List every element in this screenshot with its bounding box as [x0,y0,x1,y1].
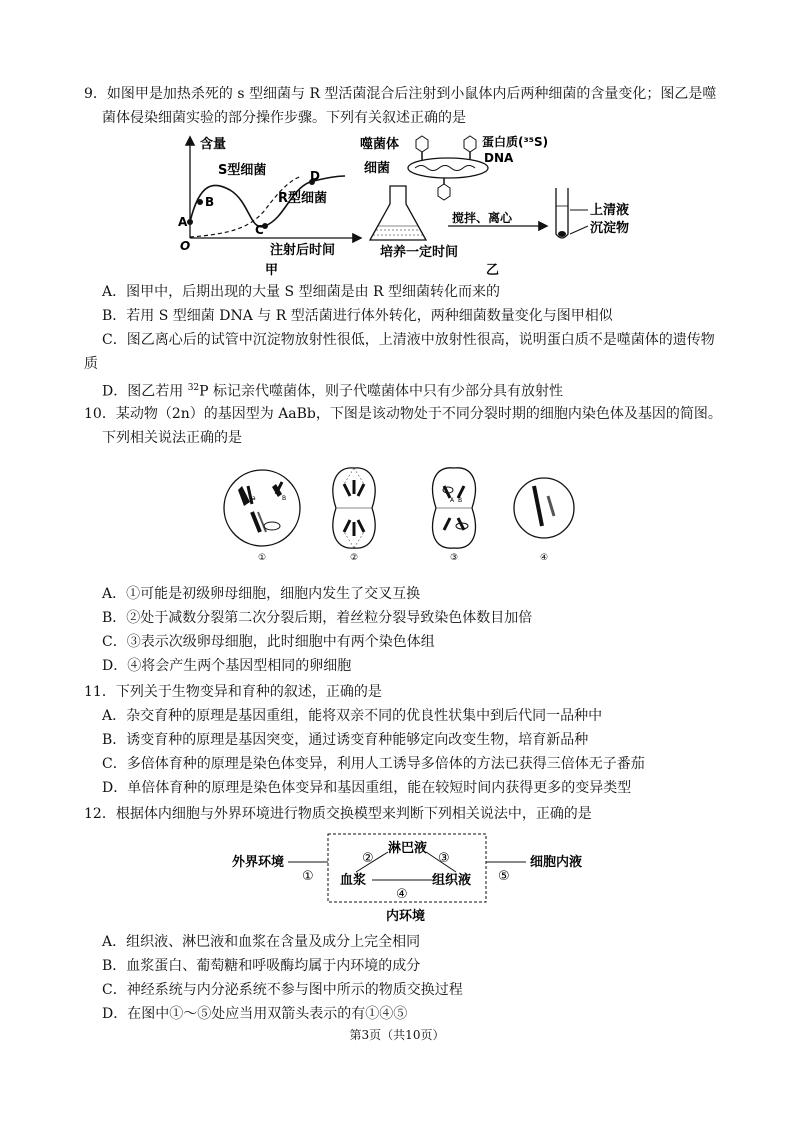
intracellular-label: 细胞内液 [530,855,583,870]
num-5: ⑤ [498,869,510,884]
yi-caption: 乙 [486,263,500,278]
q12-option-a: A．组织液、淋巴液和血浆在含量及成分上完全相同 [102,934,421,950]
jia-label-a: A [178,215,188,229]
yi-sediment-label: 沉淀物 [590,221,630,236]
q10-option-a: A．①可能是初级卵母细胞，细胞内发生了交叉互换 [102,586,421,602]
cell-1 [224,470,300,546]
yi-phage-bottom [438,178,450,200]
jia-ylabel: 含量 [200,137,227,152]
q10-option-c: C．③表示次级卵母细胞，此时细胞中有两个染色体组 [102,634,435,650]
svg-text:B: B [282,495,287,502]
yi-bacterium [408,158,488,178]
q10-stem-line2: 下列相关说法正确的是 [102,430,242,446]
jia-r-label: R型细菌 [278,191,328,206]
q12-option-d: D．在图中①～⑤处应当用双箭头表示的有①④⑤ [102,1006,408,1022]
jia-label-c: C [255,223,264,237]
svg-text:B: B [458,497,463,504]
plasma-label: 血浆 [340,873,367,888]
inner-env-label: 内环境 [386,909,426,924]
cell-2-label: ② [350,553,359,563]
q10-cell-figure [222,456,582,566]
q9-option-c-line2: 质 [84,356,98,372]
q11-stem: 11．下列关于生物变异和育种的叙述，正确的是 [84,684,382,700]
yi-stir-label: 搅拌、离心 [452,211,513,225]
yi-supernatant-label: 上清液 [590,203,630,218]
page-footer: 第3页（共10页） [349,1028,445,1042]
cell-3 [433,468,476,548]
q9-option-d-sup: 32 [187,383,200,393]
num-1: ① [302,869,314,884]
cell-4-label: ④ [540,553,549,563]
q11-option-d: D．单倍体育种的原理是染色体变异和基因重组，能在较短时间内获得更多的变异类型 [102,780,632,796]
yi-test-tube [556,188,568,238]
cell-4 [514,478,574,538]
q12-option-b: B．血浆蛋白、葡萄糖和呼吸酶均属于内环境的成分 [102,958,421,974]
yi-culture-label: 培养一定时间 [380,245,459,260]
jia-s-label: S型细菌 [218,163,267,178]
q9-figure-yi [360,130,650,280]
q12-exchange-diagram [226,830,606,926]
q12-option-c: C．神经系统与内分泌系统不参与图中所示的物质交换过程 [102,982,463,998]
q12-stem: 12．根据体内细胞与外界环境进行物质交换模型来判断下列相关说法中，正确的是 [84,806,592,822]
q9-option-d-pre: D．图乙若用 [102,383,188,400]
outside-label: 外界环境 [232,855,285,870]
yi-phage-top2 [464,136,476,160]
yi-protein-label: 蛋白质(³⁵S) [482,135,549,149]
cell-3-label: ③ [450,553,459,563]
q10-option-b: B．②处于减数分裂第二次分裂后期，着丝粒分裂导致染色体数目加倍 [102,610,533,626]
yi-phage-top [416,136,428,160]
jia-caption: 甲 [265,263,279,278]
num-3: ③ [438,851,450,866]
q10-option-d: D．④将会产生两个基因型相同的卵细胞 [102,658,352,674]
cell-2 [333,468,375,548]
yi-phage-label: 噬菌体 [360,137,400,152]
q11-option-a: A．杂交育种的原理是基因重组，能将双亲不同的优良性状集中到后代同一品种中 [102,708,603,724]
yi-dna-label: DNA [484,151,514,165]
lymph-label: 淋巴液 [388,841,428,856]
yi-flask [370,186,426,240]
num-2: ② [362,851,374,866]
jia-point-b [197,199,203,205]
q10-stem-line1: 10．某动物（2n）的基因型为 AaBb，下图是该动物处于不同分裂时期的细胞内染色体及基因的简图。 [84,406,722,422]
yi-bacteria-label: 细菌 [364,161,391,176]
jia-point-a [187,219,193,225]
jia-label-b: B [205,195,215,209]
cell-1-label: ① [258,553,267,563]
q11-option-c: C．多倍体育种的原理是染色体变异，利用人工诱导多倍体的方法已获得三倍体无子番茄 [102,756,645,772]
q9-option-c-line1: C．图乙离心后的试管中沉淀物放射性很低，上清液中放射性很高，说明蛋白质不是噬菌体的遗传物 [102,332,715,348]
jia-label-d: D [310,169,320,183]
q9-option-b: B．若用 S 型细菌 DNA 与 R 型活菌进行体外转化，两种细菌数量变化与图甲相似 [102,308,613,324]
tissue-label: 组织液 [432,873,472,888]
q9-option-d-post: P 标记亲代噬菌体，则子代噬菌体中只有少部分具有放射性 [199,383,564,400]
svg-text:A: A [450,497,455,504]
q9-stem-line1: 9．如图甲是加热杀死的 s 型细菌与 R 型活菌混合后注射到小鼠体内后两种细菌的含量变化；图乙是噬 [84,86,717,102]
num-4: ④ [396,887,408,902]
jia-origin: O [180,239,191,253]
q9-stem-line2: 菌体侵染细菌实验的部分操作步骤。下列有关叙述正确的是 [102,110,466,126]
yi-sediment-pointer [570,226,588,234]
svg-text:a: a [252,495,256,502]
q9-figure-jia [170,130,370,280]
jia-xlabel: 注射后时间 [270,243,336,258]
q9-option-d [102,378,563,402]
q9-option-a: A．图甲中，后期出现的大量 S 型细菌是由 R 型细菌转化而来的 [102,284,501,300]
q11-option-b: B．诱变育种的原理是基因突变，通过诱变育种能够定向改变生物，培育新品种 [102,732,589,748]
